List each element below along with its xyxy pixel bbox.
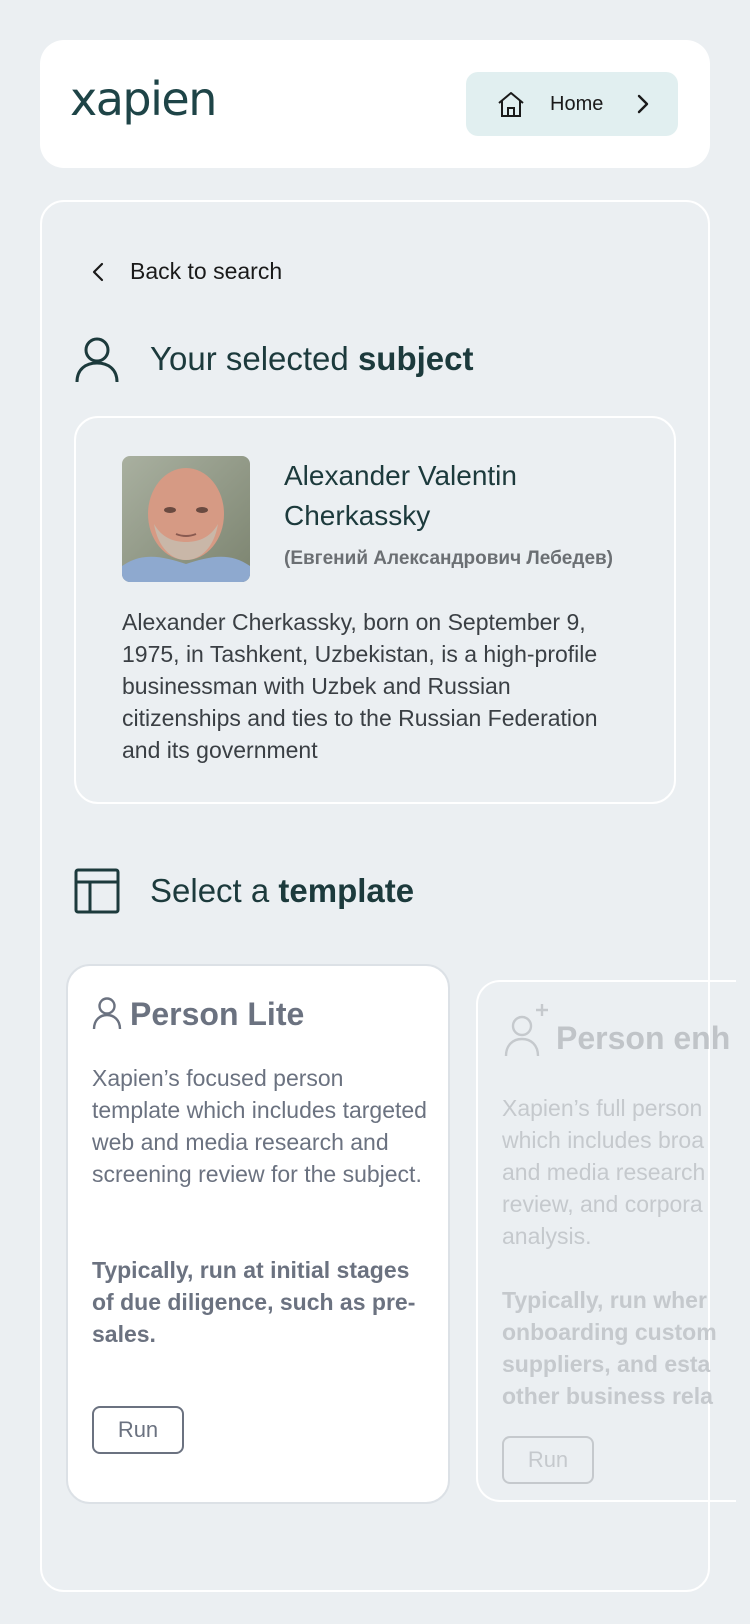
template-name: Person enh [556,1020,731,1056]
subject-photo [122,456,250,582]
xapien-logo[interactable]: xapien [70,72,216,126]
template-name: Person Lite [130,996,305,1032]
template-card-person-enhanced[interactable] [476,980,736,1502]
home-label: Home [550,93,604,115]
template-card-person-lite[interactable] [66,964,450,1504]
app-header [40,40,710,168]
subject-description: Alexander Cherkassky, born on September 9, 1975, in Tashkent, Uzbekistan, is a high-profile businessman with Uzbek and Russian citizenships and ties to the Russian Federation and its government [122,609,598,763]
main-panel [40,200,731,1592]
subject-name: Alexander Valentin Cherkassky [284,460,517,531]
run-button[interactable]: Run [92,1406,184,1454]
template-description: Xapien’s full person which includes broa and media research review, and corpora analysis. [502,1095,706,1249]
subject-alias: (Евгений Александрович Лебедев) [284,548,614,569]
template-section-title: Select a template [150,872,415,909]
chevron-left-icon [92,262,104,282]
back-label: Back to search [130,258,283,284]
subject-card [74,416,676,804]
home-button[interactable] [466,72,678,136]
chevron-right-icon [636,93,650,115]
template-description: Xapien’s focused person template which includes targeted web and media research and screening review for the subject. [92,1065,427,1187]
home-icon [496,90,526,118]
subject-section-title: Your selected subject [150,340,474,377]
person-add-icon [502,1002,550,1058]
run-button[interactable]: Run [502,1436,594,1484]
layout-template-icon [74,868,120,914]
person-icon [92,996,122,1030]
person-icon [74,336,120,384]
template-note: Typically, run at initial stages of due diligence, such as pre-sales. [92,1257,416,1347]
template-note: Typically, run wher onboarding custom suppliers, and esta other business rela [502,1287,717,1409]
